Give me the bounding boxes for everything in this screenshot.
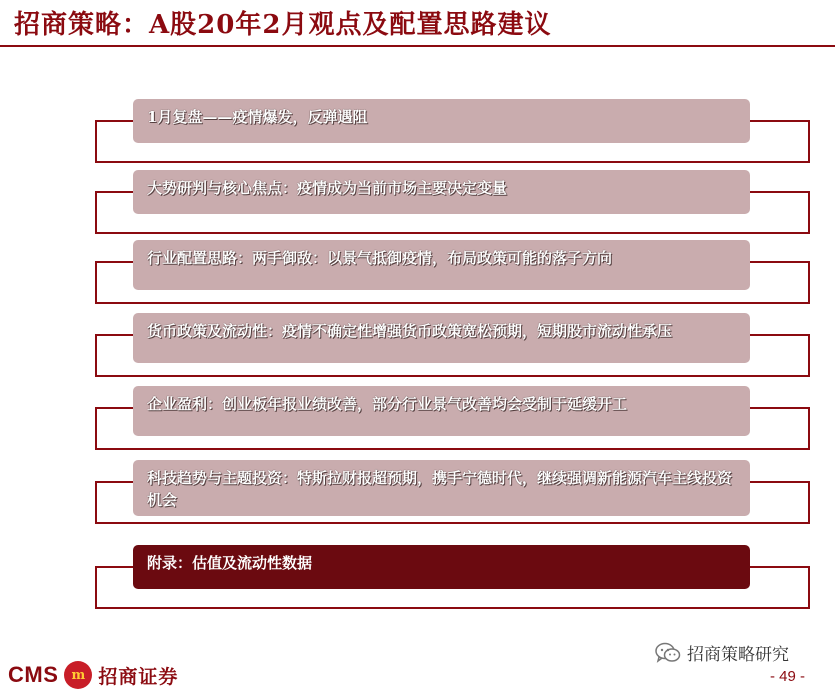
company-logo (8, 660, 178, 690)
page-number: - 49 - (770, 668, 806, 685)
agenda-item-3[interactable] (95, 240, 810, 304)
agenda-item-label[interactable]: 大势研判与核心焦点：疫情成为当前市场主要决定变量 (133, 170, 750, 214)
agenda-item-label[interactable]: 货币政策及流动性：疫情不确定性增强货币政策宽松预期，短期股市流动性承压 (133, 313, 750, 363)
agenda-item-label[interactable]: 行业配置思路：两手御敌：以景气抵御疫情，布局政策可能的落子方向 (133, 240, 750, 290)
brand-abbr: CMS (8, 662, 59, 687)
agenda-item-label[interactable]: 企业盈利：创业板年报业绩改善，部分行业景气改善均会受制于延缓开工 (133, 386, 750, 436)
wechat-icon (655, 642, 681, 664)
wechat-account-name: 招商策略研究 (687, 645, 789, 665)
agenda-item-2[interactable] (95, 170, 810, 234)
wechat-watermark (655, 640, 789, 665)
agenda-item-label[interactable]: 1月复盘——疫情爆发，反弹遇阻 (133, 99, 750, 143)
company-name: 招商证券 (98, 665, 179, 688)
agenda-item-label-active[interactable]: 附录：估值及流动性数据 (133, 545, 750, 589)
page-title: 招商策略：A股20年2月观点及配置思路建议 (14, 10, 552, 40)
agenda-item-5[interactable] (95, 386, 810, 450)
agenda-item-label[interactable]: 科技趋势与主题投资：特斯拉财报超预期，携手宁德时代，继续强调新能源汽车主线投资机会 (133, 460, 750, 516)
agenda-item-7[interactable] (95, 545, 810, 609)
cms-emblem-icon: m (64, 661, 92, 689)
agenda-item-1[interactable] (95, 99, 810, 163)
title-divider (0, 45, 835, 47)
agenda-item-4[interactable] (95, 313, 810, 377)
agenda-item-6[interactable] (95, 460, 810, 524)
